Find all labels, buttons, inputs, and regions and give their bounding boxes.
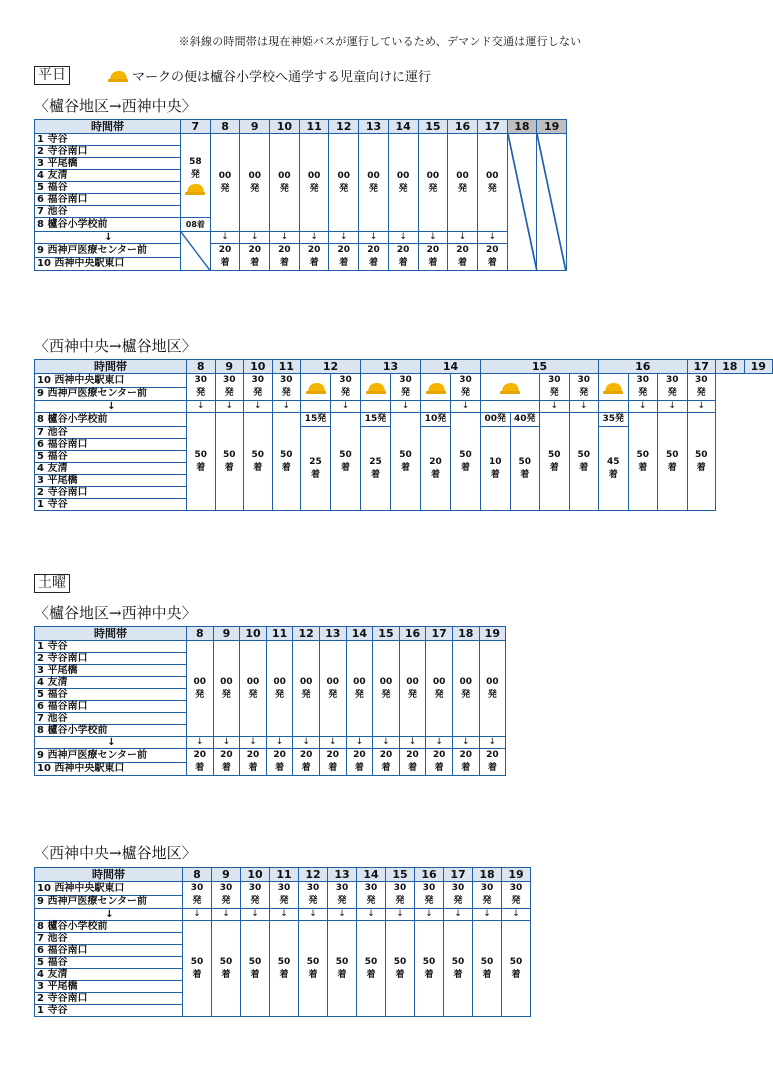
arrival-cell: 20 着 — [329, 244, 359, 271]
hour-header: 16 — [448, 120, 478, 134]
arrival-cell: 50 着 — [687, 413, 716, 511]
no-service-cell-19 — [537, 134, 567, 271]
departure-cell: 00 発 — [448, 134, 478, 232]
departure-cell: 00 発 — [479, 641, 506, 737]
arrival-cell: 20 着 — [293, 749, 320, 776]
hour-header: 19 — [502, 868, 531, 882]
stop-name: 9 西神戸医療センター前 — [35, 895, 183, 909]
arrival-cell: 50 着 — [215, 413, 244, 511]
departure-cell: 30 発 — [328, 882, 357, 909]
arrow: ↓ — [479, 737, 506, 749]
arrow: ↓ — [299, 909, 328, 921]
stop-name: 4 友清 — [35, 463, 187, 475]
arrival-cell: 50 着 — [658, 413, 688, 511]
hour-header: 7 — [181, 120, 211, 134]
arrow: ↓ — [270, 909, 299, 921]
hour-header: 9 — [213, 627, 240, 641]
hour-header: 10 — [244, 360, 273, 374]
arrival-cell: 50 着 — [241, 921, 270, 1017]
departure-cell: 00 発 — [187, 641, 214, 737]
departure-cell: 30 発 — [183, 882, 212, 909]
saturday-outbound-title: 〈櫨谷地区→西神中央〉 — [34, 604, 197, 622]
saturday-inbound-table — [34, 867, 531, 1017]
stop-name: 8 櫨谷小学校前 — [35, 725, 187, 737]
arrival-cell: 20 着 — [452, 749, 479, 776]
arrow: ↓ — [540, 401, 570, 413]
arrow: ↓ — [418, 232, 448, 244]
arrow: ↓ — [477, 232, 507, 244]
departure-cell: 00 発 — [266, 641, 293, 737]
stop-name: 10 西神中央駅東口 — [35, 762, 187, 776]
school-arrival: 10 着 — [481, 427, 511, 511]
departure-cell: 30 発 — [270, 882, 299, 909]
arrow: ↓ — [212, 909, 241, 921]
departure-cell: 30 発 — [451, 374, 481, 401]
arrow: ↓ — [658, 401, 688, 413]
hour-header: 12 — [329, 120, 359, 134]
arrow: ↓ — [266, 737, 293, 749]
departure-cell: 00 発 — [346, 641, 373, 737]
stop-name: 2 寺谷南口 — [35, 993, 183, 1005]
departure-cell: 00 発 — [373, 641, 400, 737]
stop-name: 2 寺谷南口 — [35, 653, 187, 665]
departure-cell: 00 発 — [270, 134, 300, 232]
arrow: ↓ — [388, 232, 418, 244]
arrow: ↓ — [357, 909, 386, 921]
saturday-label: 土曜 — [34, 574, 70, 593]
departure-cell: 30 発 — [299, 882, 328, 909]
hour-header: 16 — [599, 360, 688, 374]
hour-header: 18 — [473, 868, 502, 882]
stop-name: 1 寺谷 — [35, 134, 181, 146]
arrival-cell-7: 08着 — [181, 218, 211, 232]
school-departure: 00発 — [481, 413, 511, 427]
departure-cell: 30 発 — [687, 374, 716, 401]
arrival-cell: 20 着 — [319, 749, 346, 776]
arrival-cell: 50 着 — [510, 427, 540, 511]
departure-cell: 30 発 — [331, 374, 361, 401]
arrow: ↓ — [35, 401, 187, 413]
departure-cell: 30 発 — [628, 374, 658, 401]
departure-cell: 30 発 — [415, 882, 444, 909]
departure-cell: 30 発 — [187, 374, 216, 401]
arrival-cell: 20 着 — [388, 244, 418, 271]
header-label: 時間帯 — [35, 627, 187, 641]
hour-header: 15 — [481, 360, 599, 374]
arrival-cell: 50 着 — [628, 413, 658, 511]
stop-name: 5 福谷 — [35, 957, 183, 969]
arrow: ↓ — [444, 909, 473, 921]
stop-name: 3 平尾橋 — [35, 981, 183, 993]
stop-name: 10 西神中央駅東口 — [35, 882, 183, 896]
school-departure: 10発 — [421, 413, 451, 427]
arrival-cell: 50 着 — [473, 921, 502, 1017]
stop-name: 9 西神戸医療センター前 — [35, 244, 181, 258]
arrow: ↓ — [183, 909, 212, 921]
arrival-cell: 20 着 — [213, 749, 240, 776]
arrow: ↓ — [346, 737, 373, 749]
hour-header: 18 — [716, 360, 745, 374]
departure-cell: 30 発 — [444, 882, 473, 909]
hour-header: 14 — [421, 360, 481, 374]
stop-name: 7 池谷 — [35, 713, 187, 725]
hour-header: 11 — [272, 360, 301, 374]
weekday-outbound-table — [34, 119, 567, 271]
stop-name: 3 平尾橋 — [35, 665, 187, 677]
departure-cell: 30 発 — [241, 882, 270, 909]
stop-name: 1 寺谷 — [35, 499, 187, 511]
stop-name: 10 西神中央駅東口 — [35, 374, 187, 388]
arrival-cell: 50 着 — [183, 921, 212, 1017]
departure-cell: 30 発 — [215, 374, 244, 401]
arrow: ↓ — [187, 401, 216, 413]
arrow: ↓ — [210, 232, 240, 244]
school-arrival: 45 着 — [599, 427, 629, 511]
arrival-cell: 20 着 — [299, 244, 329, 271]
arrow: ↓ — [452, 737, 479, 749]
arrival-cell: 20 着 — [240, 749, 267, 776]
hour-header: 17 — [477, 120, 507, 134]
arrival-cell: 20 着 — [266, 749, 293, 776]
hour-header: 18 — [452, 627, 479, 641]
stop-name: 6 福谷南口 — [35, 439, 187, 451]
stop-name: 9 西神戸医療センター前 — [35, 387, 187, 401]
hour-header: 19 — [479, 627, 506, 641]
arrow: ↓ — [215, 401, 244, 413]
arrival-cell: 50 着 — [569, 413, 599, 511]
saturday-outbound-table — [34, 626, 506, 776]
hour-header: 9 — [212, 868, 241, 882]
departure-cell: 30 発 — [212, 882, 241, 909]
hour-header: 12 — [301, 360, 361, 374]
departure-cell: 00 発 — [477, 134, 507, 232]
arrow: ↓ — [359, 232, 389, 244]
arrow: ↓ — [373, 737, 400, 749]
helmet-icon — [185, 182, 205, 195]
hour-header: 14 — [357, 868, 386, 882]
hour-header: 9 — [215, 360, 244, 374]
stop-name: 5 福谷 — [35, 451, 187, 463]
hour-header: 13 — [361, 360, 421, 374]
hour-header: 10 — [241, 868, 270, 882]
school-departure: 40発 — [510, 413, 540, 427]
hour-header: 11 — [270, 868, 299, 882]
arrow: ↓ — [415, 909, 444, 921]
hour-header: 18 — [507, 120, 537, 134]
arrow: ↓ — [331, 401, 361, 413]
hour-header: 19 — [537, 120, 567, 134]
departure-cell-7: 58 発 — [181, 134, 211, 218]
school-icon-cell — [421, 374, 451, 401]
stop-name: 4 友清 — [35, 170, 181, 182]
weekday-label: 平日 — [34, 66, 70, 85]
departure-cell: 30 発 — [272, 374, 301, 401]
weekday-inbound-title: 〈西神中央→櫨谷地区〉 — [34, 337, 197, 355]
hour-header: 13 — [319, 627, 346, 641]
arrival-cell: 50 着 — [187, 413, 216, 511]
stop-name: 8 櫨谷小学校前 — [35, 921, 183, 933]
departure-cell: 00 発 — [210, 134, 240, 232]
header-label: 時間帯 — [35, 360, 187, 374]
departure-cell: 30 発 — [357, 882, 386, 909]
school-arrival: 20 着 — [421, 427, 451, 511]
stop-name: 5 福谷 — [35, 689, 187, 701]
helmet-icon — [366, 381, 386, 394]
arrow: ↓ — [473, 909, 502, 921]
stop-name: 7 池谷 — [35, 427, 187, 439]
school-icon-cell — [599, 374, 629, 401]
arrival-cell: 50 着 — [299, 921, 328, 1017]
stop-name: 6 福谷南口 — [35, 701, 187, 713]
arrow: ↓ — [299, 232, 329, 244]
arrival-cell: 20 着 — [187, 749, 214, 776]
school-arrival: 25 着 — [361, 427, 391, 511]
arrival-cell: 20 着 — [477, 244, 507, 271]
stop-name: 4 友清 — [35, 677, 187, 689]
hour-header: 17 — [426, 627, 453, 641]
arrow: ↓ — [213, 737, 240, 749]
arrow: ↓ — [451, 401, 481, 413]
legend-text: マークの便は櫨谷小学校へ通学する児童向けに運行 — [132, 70, 432, 85]
departure-cell: 00 発 — [299, 134, 329, 232]
hour-header: 19 — [744, 360, 773, 374]
arrival-cell: 50 着 — [357, 921, 386, 1017]
arrow: ↓ — [270, 232, 300, 244]
header-label: 時間帯 — [35, 120, 181, 134]
arrow: ↓ — [241, 909, 270, 921]
departure-cell: 00 発 — [388, 134, 418, 232]
hour-header: 17 — [444, 868, 473, 882]
hour-header: 8 — [210, 120, 240, 134]
arrow: ↓ — [426, 737, 453, 749]
hour-header: 12 — [293, 627, 320, 641]
departure-cell: 30 発 — [540, 374, 570, 401]
hour-header: 10 — [240, 627, 267, 641]
stop-name: 2 寺谷南口 — [35, 146, 181, 158]
hour-header: 15 — [373, 627, 400, 641]
hour-header: 8 — [183, 868, 212, 882]
school-icon-cell — [301, 374, 331, 401]
hour-header: 14 — [388, 120, 418, 134]
stop-name: 7 池谷 — [35, 206, 181, 218]
school-departure: 35発 — [599, 413, 629, 427]
stop-name: 4 友清 — [35, 969, 183, 981]
hour-header: 16 — [415, 868, 444, 882]
stop-name: 3 平尾橋 — [35, 475, 187, 487]
header-label: 時間帯 — [35, 868, 183, 882]
arrival-cell: 20 着 — [418, 244, 448, 271]
arrival-cell: 50 着 — [444, 921, 473, 1017]
arrival-cell: 20 着 — [426, 749, 453, 776]
school-arrival: 25 着 — [301, 427, 331, 511]
departure-cell: 00 発 — [426, 641, 453, 737]
departure-cell: 30 発 — [473, 882, 502, 909]
arrival-cell: 50 着 — [244, 413, 273, 511]
stop-name: 6 福谷南口 — [35, 945, 183, 957]
arrow: ↓ — [240, 232, 270, 244]
departure-cell: 00 発 — [240, 641, 267, 737]
arrow: ↓ — [448, 232, 478, 244]
departure-cell: 30 発 — [391, 374, 421, 401]
departure-cell: 00 発 — [399, 641, 426, 737]
arrow: ↓ — [187, 737, 214, 749]
helmet-icon — [500, 381, 520, 394]
school-icon-cell — [481, 374, 540, 401]
stop-name: 1 寺谷 — [35, 1005, 183, 1017]
stop-name: 2 寺谷南口 — [35, 487, 187, 499]
arrow: ↓ — [35, 232, 181, 244]
departure-cell: 30 発 — [386, 882, 415, 909]
stop-name: 1 寺谷 — [35, 641, 187, 653]
stop-name: 8 櫨谷小学校前 — [35, 413, 187, 427]
helmet-icon — [603, 381, 623, 394]
departure-cell: 30 発 — [658, 374, 688, 401]
arrival-cell: 20 着 — [448, 244, 478, 271]
helmet-icon — [306, 381, 326, 394]
arrow: ↓ — [35, 909, 183, 921]
hour-header: 17 — [687, 360, 716, 374]
no-service-cell-7 — [181, 232, 211, 271]
arrival-cell: 50 着 — [328, 921, 357, 1017]
service-note: ※斜線の時間帯は現在神姫バスが運行しているため、デマンド交通は運行しない — [178, 35, 582, 48]
departure-cell: 00 発 — [329, 134, 359, 232]
arrow: ↓ — [240, 737, 267, 749]
arrival-cell: 50 着 — [540, 413, 570, 511]
stop-name: 7 池谷 — [35, 933, 183, 945]
arrival-cell: 50 着 — [331, 413, 361, 511]
departure-cell: 30 発 — [569, 374, 599, 401]
arrow: ↓ — [293, 737, 320, 749]
arrival-cell: 20 着 — [210, 244, 240, 271]
stop-name: 5 福谷 — [35, 182, 181, 194]
arrow: ↓ — [272, 401, 301, 413]
arrival-cell: 50 着 — [272, 413, 301, 511]
stop-name: 9 西神戸医療センター前 — [35, 749, 187, 763]
arrow: ↓ — [569, 401, 599, 413]
arrival-cell: 50 着 — [415, 921, 444, 1017]
helmet-icon — [108, 69, 128, 82]
departure-cell: 00 発 — [240, 134, 270, 232]
legend — [108, 66, 431, 85]
arrow: ↓ — [687, 401, 716, 413]
hour-header: 15 — [386, 868, 415, 882]
hour-header: 13 — [328, 868, 357, 882]
hour-header: 12 — [299, 868, 328, 882]
helmet-icon — [426, 381, 446, 394]
departure-cell: 00 発 — [452, 641, 479, 737]
hour-header: 9 — [240, 120, 270, 134]
hour-header: 13 — [359, 120, 389, 134]
arrow: ↓ — [399, 737, 426, 749]
weekday-inbound-table — [34, 359, 773, 511]
arrival-cell: 50 着 — [212, 921, 241, 1017]
departure-cell: 00 発 — [293, 641, 320, 737]
hour-header: 8 — [187, 627, 214, 641]
arrow: ↓ — [328, 909, 357, 921]
arrival-cell: 50 着 — [386, 921, 415, 1017]
stop-name: 8 櫨谷小学校前 — [35, 218, 181, 232]
departure-cell: 30 発 — [244, 374, 273, 401]
hour-header: 10 — [270, 120, 300, 134]
departure-cell: 00 発 — [319, 641, 346, 737]
arrival-cell: 50 着 — [451, 413, 481, 511]
arrival-cell: 20 着 — [346, 749, 373, 776]
stop-name: 3 平尾橋 — [35, 158, 181, 170]
school-departure: 15発 — [361, 413, 391, 427]
hour-header: 8 — [187, 360, 216, 374]
arrow: ↓ — [329, 232, 359, 244]
arrival-cell: 20 着 — [270, 244, 300, 271]
stop-name: 10 西神中央駅東口 — [35, 257, 181, 271]
arrival-cell: 50 着 — [270, 921, 299, 1017]
arrival-cell: 20 着 — [240, 244, 270, 271]
arrival-cell: 20 着 — [479, 749, 506, 776]
arrow: ↓ — [628, 401, 658, 413]
school-departure: 15発 — [301, 413, 331, 427]
arrow: ↓ — [502, 909, 531, 921]
hour-header: 14 — [346, 627, 373, 641]
departure-cell: 30 発 — [502, 882, 531, 909]
stop-name: 6 福谷南口 — [35, 194, 181, 206]
departure-cell: 00 発 — [359, 134, 389, 232]
arrow: ↓ — [386, 909, 415, 921]
saturday-inbound-title: 〈西神中央→櫨谷地区〉 — [34, 844, 197, 862]
no-service-cell-18 — [507, 134, 537, 271]
arrival-cell: 20 着 — [359, 244, 389, 271]
school-icon-cell — [361, 374, 391, 401]
arrow: ↓ — [244, 401, 273, 413]
arrival-cell: 50 着 — [391, 413, 421, 511]
hour-header: 11 — [299, 120, 329, 134]
hour-header: 11 — [266, 627, 293, 641]
departure-cell: 00 発 — [418, 134, 448, 232]
arrow: ↓ — [319, 737, 346, 749]
weekday-outbound-title: 〈櫨谷地区→西神中央〉 — [34, 97, 197, 115]
arrival-cell: 50 着 — [502, 921, 531, 1017]
arrow: ↓ — [391, 401, 421, 413]
arrival-cell: 20 着 — [373, 749, 400, 776]
hour-header: 16 — [399, 627, 426, 641]
departure-cell: 00 発 — [213, 641, 240, 737]
arrival-cell: 20 着 — [399, 749, 426, 776]
arrow: ↓ — [35, 737, 187, 749]
hour-header: 15 — [418, 120, 448, 134]
